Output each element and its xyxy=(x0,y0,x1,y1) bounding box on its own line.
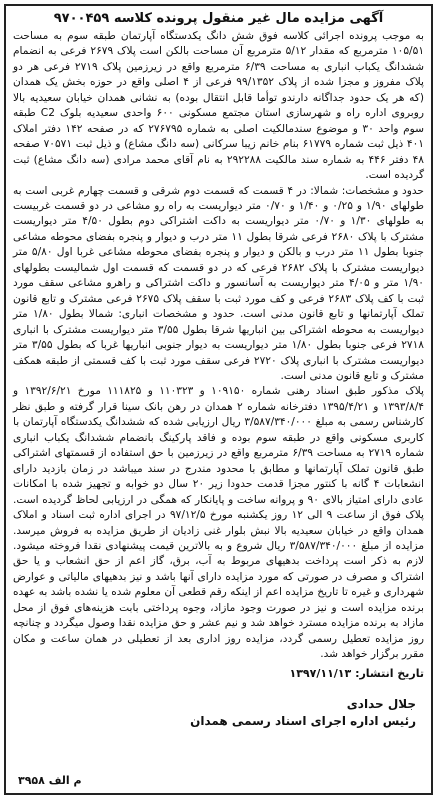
notice-body xyxy=(13,29,424,663)
signatory-title: رئیس اداره اجرای اسناد رسمی همدان xyxy=(190,713,416,728)
reference-code: م الف ۳۹۵۸ xyxy=(18,774,82,787)
boundaries-paragraph: حدود و مشخصات: شمالا: در ۴ قسمت که قسمت دوم شرقی و قسمت چهارم غربی است به طولهای ۱/۹۰ و ۰/۲۵ و ۱/۴۰ و ۰/۷۰ متر دیواریست به راه رو مشاعی در دو قسمت غربیست به طولهای ۱/۳۰ و ۰/۷۰ متر دیواریست به داکت اشتراکی دوم بطول ۴/۵۰ متر دیواریست مشترک با پلاک ۲۶۸۰ فرعی شرقا بطول ۱۱ متر درب و دیوار و پنجره بفضای محوطه مشاعی جنوبا بطول ۱۱ متر درب و بالکن و دیوار و پنجره بفضای محوطه مشاعی غربا اول ۵/۸۰ متر دیواریست مشترک با پلاک ۲۶۸۲ فرعی که در دو قسمت که قسمت اول شمالیست بطولهای ۱/۹۰ متر و ۴/۰۵ متر دیواریست به آسانسور و داکت اشتراکی و راهرو مشاعی سقف مورد ثبت با کف پلاک ۲۶۸۳ فرعی و کف مورد ثبت با سقف پلاک ۲۶۷۵ فرعی مشترک و تابع قانون تملک آپارتمانها و تابع قانون مدنی است. حدود و مشخصات انباری: شمالا بطول ۱/۸۰ متر دیواریست به محوطه اشتراکی بین انباریها شرقا بطول ۳/۵۵ متر دیواریست مشترک با انباری ۲۷۱۸ فرعی جنوبا بطول ۱/۸۰ متر دیواریست به دیوار جنوبی انباریها غربا که بطول ۳/۵۵ متر دیواریست مشترک با انباری پلاک ۲۷۲۰ فرعی سقف مورد ثبت با کف قسمتی از طبقه همکف مشترک و تابع قانون مدنی است. xyxy=(13,184,424,382)
property-description-paragraph: به موجب پرونده اجرائی کلاسه فوق شش دانگ یکدستگاه آپارتمان طبقه سوم به مساحت ۱۰۵/۵۱ مترمربع که مقدار ۵/۱۲ مترمربع آن مساحت بالکن است پلاک ۲۶۷۹ فرعی به انضمام ششدانگ یکباب انباری به مساحت ۶/۳۹ مترمربع واقع در زیرزمین پلاک ۲۷۱۹ فرعی هر دو پلاک مفروز و مجزا شده از پلاک ۹۹/۱۳۵۲ فرعی از ۴ اصلی واقع در حوزه بخش یک همدان (که هر یک حدود جداگانه دارندو توأما قابل انتقال بوده) به نشانی همدان خیابان سعیدیه بالا روبروی اداره راه و شهرسازی استان مجتمع مسکونی ۶۰۰ واحدی سعیدیه بلوک C2 طبقه سوم واحد ۳۰ و موضوع سندمالکیت اصلی به شماره ۲۷۶۷۹۵ که در صفحه ۱۴۲ دفتر املاک ۴۰۱ ذیل ثبت شماره ۶۱۷۷۹ بنام خانم زیبا سرکانی (سه دانگ مشاع) و ذیل ثبت ۷۰۵۷۱ صفحه ۴۸ دفتر ۴۴۶ به شماره سند مالکیت ۲۹۲۲۸۸ به نام آقای محمد مرادی (سه دانگ مشاع) ثبت گردیده است. xyxy=(13,30,425,182)
auction-terms-paragraph: پلاک مذکور طبق اسناد رهنی شماره ۱۰۹۱۵۰ و ۱۱۰۳۲۳ و ۱۱۱۸۲۵ مورخ ۱۳۹۲/۶/۲۱ و ۱۳۹۳/۸/۴ و ۱۳۹۵/۴/۲۱ دفترخانه شماره ۲ همدان در رهن بانک سینا قرار گرفته و طبق نظر کارشناس رسمی به مبلغ ۳/۵۸۷/۳۴۰/۰۰۰ ریال ارزیابی شده که ششدانگ یکدستگاه آپارتمان با کاربری مسکونی واقع در طبقه سوم بوده و فاقد پارکینگ بانضمام ششدانگ یکباب انباری شماره ۲۷۱۹ به مساحت ۶/۳۹ مترمربع واقع در زیرزمین با حق استفاده از قسمتهای اشتراکی طبق قانون تملک آپارتمانها و مطابق با محدود مندرج در سند میباشد در زمان بازدید دارای انشعابات ۴ گانه با کنتور مجزا قدمت حدودا زیر ۲۰ سال دو خوابه و تجهیز شده با امکانات عادی دارای امتیاز بالای ۹۰ و پروانه ساخت و پایانکار که همگی در ارزیابی لحاظ گردیده است. پلاک فوق از ساعت ۹ الی ۱۲ روز یکشنبه مورخ ۹۷/۱۲/۵ در اجرای اداره ثبت اسناد و املاک همدان واقع در خیابان سعیدیه بالا نبش بلوار غنی زادیان از طریق مزایده به فروش میرسد. مزایده از مبلغ ۳/۵۸۷/۳۴۰/۰۰۰ ریال شروع و به بالاترین قیمت پیشنهادی نقدا فروخته میشود. لازم به ذکر است پرداخت بدهیهای مربوط به آب، برق، گاز اعم از حق انشعاب و یا حق اشتراک و مصرف در صورتی که مورد مزایده دارای آنها باشد و نیز بدهیهای مالیاتی و عوارض شهرداری و غیره تا تاریخ مزایده اعم از اینکه رقم قطعی آن معلوم شده یا نشده باشد به عهده برنده مزایده است و نیز در صورت وجود مازاد، وجوه پرداختی بابت هزینه‌های فوق از محل مازاد به برنده مزایده مسترد خواهد شد و نیم عشر و حق مزایده نقدا وصول میگردد و چنانچه روز مزایده تعطیل رسمی گردد، مزایده روز اداری بعد از تعطیلی در همان ساعت و مکان مقرر برگزار خواهد شد. xyxy=(13,385,425,661)
notice-frame xyxy=(4,4,433,795)
publication-date: تاریخ انتشار: ۱۳۹۷/۱۱/۱۳ xyxy=(289,666,424,680)
signatory-name: جلال حدادی xyxy=(346,696,416,711)
notice-title: آگهی مزایده مال غیر منقول پرونده کلاسه ۹۷۰۰۴۵۹ xyxy=(53,11,384,26)
